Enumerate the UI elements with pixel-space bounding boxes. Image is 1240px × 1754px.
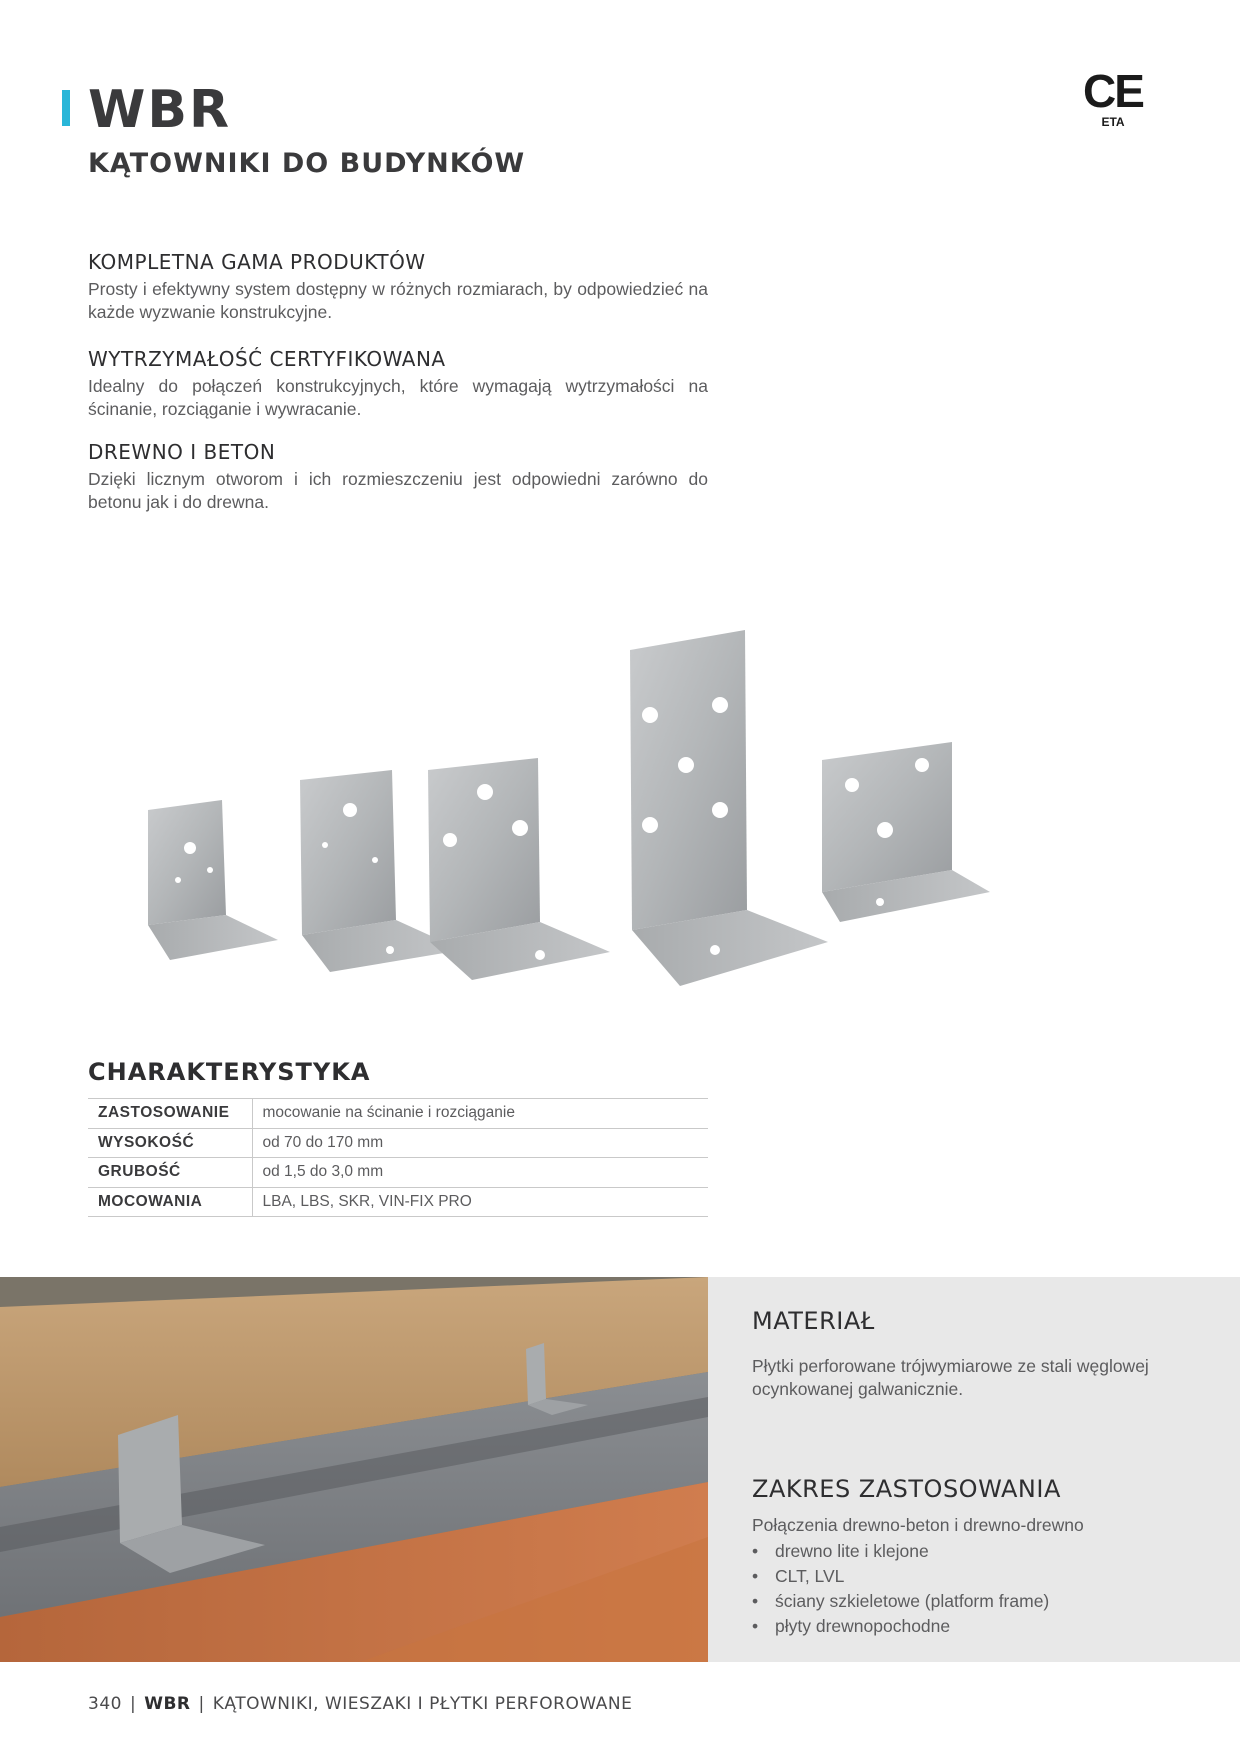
footer-section: KĄTOWNIKI, WIESZAKI I PŁYTKI PERFOROWANE	[212, 1694, 633, 1714]
installation-photo	[0, 1277, 708, 1662]
characteristics-title: CHARAKTERYSTYKA	[88, 1058, 371, 1086]
feature-text: Dzięki licznym otworom i ich rozmieszczeniu jest odpowiedni zarówno do betonu jak i do drewna.	[88, 469, 708, 512]
list-item: • płyty drewnopochodne	[752, 1614, 1049, 1639]
table-row	[88, 1099, 708, 1129]
spec-value: od 70 do 170 mm	[252, 1128, 708, 1158]
page-number: 340	[88, 1694, 122, 1714]
page-title: WBR	[88, 80, 232, 140]
scope-title: ZAKRES ZASTOSOWANIA	[752, 1475, 1061, 1503]
characteristics-table	[88, 1098, 708, 1217]
feature-title: KOMPLETNA GAMA PRODUKTÓW	[88, 250, 426, 274]
feature-range	[88, 250, 708, 324]
eta-label: ETA	[1101, 115, 1125, 129]
material-title: MATERIAŁ	[752, 1307, 875, 1335]
footer-separator: |	[198, 1694, 205, 1714]
footer-product-code: WBR	[144, 1694, 191, 1714]
scope-list	[752, 1539, 1049, 1639]
bracket-tall	[630, 630, 828, 986]
bracket-wide	[822, 742, 990, 922]
page-subtitle: KĄTOWNIKI DO BUDYNKÓW	[88, 148, 526, 179]
bracket-large	[428, 758, 610, 980]
feature-title: WYTRZYMAŁOŚĆ CERTYFIKOWANA	[88, 347, 446, 371]
spec-value: od 1,5 do 3,0 mm	[252, 1158, 708, 1188]
spec-key: MOCOWANIA	[88, 1187, 252, 1217]
title-accent-bar	[62, 90, 70, 126]
bracket-small	[148, 800, 278, 960]
list-item: • ściany szkieletowe (platform frame)	[752, 1589, 1049, 1614]
page-footer	[88, 1694, 632, 1714]
feature-text: Prosty i efektywny system dostępny w różnych rozmiarach, by odpowiedzieć na każde wyzwanie konstrukcyjne.	[88, 279, 708, 322]
spec-value: LBA, LBS, SKR, VIN-FIX PRO	[252, 1187, 708, 1217]
material-text: Płytki perforowane trójwymiarowe ze stali węglowej ocynkowanej galwanicznie.	[752, 1356, 1149, 1399]
table-row	[88, 1187, 708, 1217]
ce-mark: CE	[1083, 65, 1143, 117]
info-panel	[708, 1277, 1240, 1662]
footer-separator: |	[129, 1694, 137, 1714]
list-item: • CLT, LVL	[752, 1564, 1049, 1589]
table-row	[88, 1158, 708, 1188]
spec-key: GRUBOŚĆ	[88, 1158, 252, 1188]
feature-text: Idealny do połączeń konstrukcyjnych, które wymagają wytrzymałości na ścinanie, rozciąganie i wywracanie.	[88, 376, 708, 419]
angle-brackets-product-image	[120, 630, 1120, 990]
feature-title: DREWNO I BETON	[88, 440, 276, 464]
spec-value: mocowanie na ścinanie i rozciąganie	[252, 1099, 708, 1129]
spec-key: ZASTOSOWANIE	[88, 1099, 252, 1129]
feature-strength	[88, 347, 708, 421]
scope-intro: Połączenia drewno-beton i drewno-drewno	[752, 1515, 1084, 1535]
spec-key: WYSOKOŚĆ	[88, 1128, 252, 1158]
feature-wood-concrete	[88, 440, 708, 514]
table-row	[88, 1128, 708, 1158]
list-item: • drewno lite i klejone	[752, 1539, 1049, 1564]
